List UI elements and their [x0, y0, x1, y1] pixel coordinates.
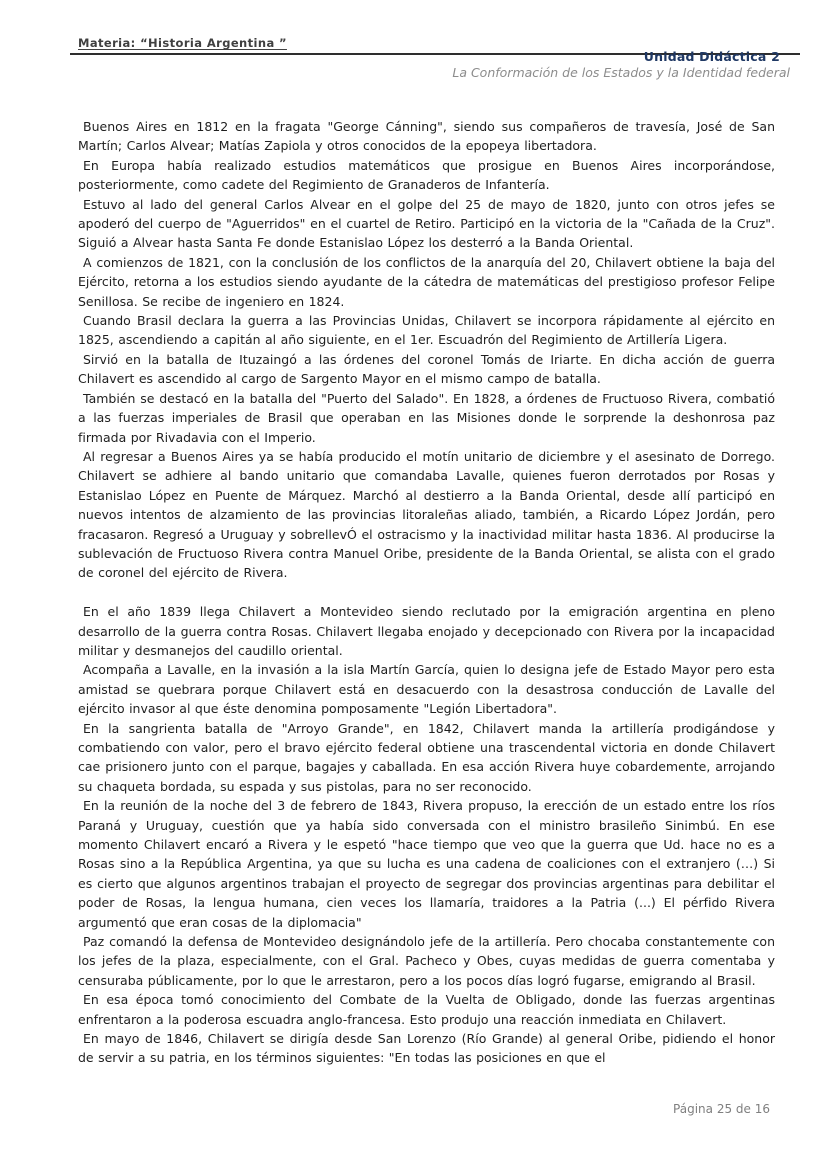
document-body	[78, 117, 775, 1068]
page-number: Página 25 de 16	[673, 1102, 770, 1116]
paragraph: En la sangrienta batalla de "Arroyo Grande", en 1842, Chilavert manda la artillería prodigándose y combatiendo con valor, pero el bravo ejército federal obtiene una trascendental victoria en donde Chilavert cae prisionero junto con el parque, bagajes y caballada. En esa acción Rivera huye cobardemente, arrojando su chaqueta bordada, su espada y sus pistolas, para no ser reconocido.	[78, 720, 775, 794]
paragraph: En mayo de 1846, Chilavert se dirigía desde San Lorenzo (Río Grande) al general Oribe, pidiendo el honor de servir a su patria, en los términos siguientes: "En todas las posiciones en que el	[78, 1031, 775, 1066]
unit-subtitle: La Conformación de los Estados y la Identidad federal	[452, 65, 790, 80]
paragraph: En el año 1839 llega Chilavert a Montevideo siendo reclutado por la emigración argentina en pleno desarrollo de la guerra contra Rosas. Chilavert llegaba enojado y decepcionado con Rivera por la incapacidad militar y desmanejos del caudillo oriental.	[78, 604, 775, 658]
paragraph: Acompaña a Lavalle, en la invasión a la isla Martín García, quien lo designa jefe de Estado Mayor pero esta amistad se quebrara porque Chilavert está en desacuerdo con la desastrosa conducción de Lavalle del ejército invasor al que éste denomina pomposamente "Legión Libertadora".	[78, 662, 775, 717]
paragraph: Sirvió en la batalla de Ituzaingó a las órdenes del coronel Tomás de Iriarte. En dicha acción de guerra Chilavert es ascendido al cargo de Sargento Mayor en el mismo campo de batalla.	[78, 351, 775, 387]
paragraph: A comienzos de 1821, con la conclusión de los conflictos de la anarquía del 20, Chilavert obtiene la baja del Ejército, retorna a los estudios siendo ayudante de la cátedra de matemáticas del prestigioso profesor Felipe Senillosa. Se recibe de ingeniero en 1824.	[78, 254, 775, 309]
unit-title: Unidad Didáctica 2	[643, 49, 780, 64]
paragraph: En Europa había realizado estudios matemáticos que prosigue en Buenos Aires incorporándose, posteriormente, como cadete del Regimiento de Granaderos de Infantería.	[78, 157, 775, 193]
paragraph: En la reunión de la noche del 3 de febrero de 1843, Rivera propuso, la erección de un estado entre los ríos Paraná y Uruguay, cuestión que ya había sido conversada con el ministro brasileño Sinimbú. En ese momento Chilavert encaró a Rivera y le espetó "hace tiempo que veo que la guerra que Ud. hace no es a Rosas sino a la República Argentina, ya que su lucha es una cadena de coaliciones con el extranjero (…) Si es cierto que algunos argentinos trabajan el proyecto de segregar dos provincias argentinas para debilitar el poder de Rosas, la lengua humana, cien veces los llamaría, traidores a la Patria (...) El pérfido Rivera argumentó que eran cosas de la diplomacia"	[78, 798, 775, 930]
paragraph: Al regresar a Buenos Aires ya se había producido el motín unitario de diciembre y el asesinato de Dorrego. Chilavert se adhiere al bando unitario que comandaba Lavalle, quienes fueron derrotados por Rosas y Estanislao López en Puente de Márquez. Marchó al destierro a la Banda Oriental, desde allí participó en nuevos intentos de alzamiento de las provincias litoraleñas aliado, también, a Ricardo López Jordán, pero fracasaron. Regresó a Uruguay y sobrellevÓ el ostracismo y la inactividad militar hasta 1836. Al producirse la sublevación de Fructuoso Rivera contra Manuel Oribe, presidente de la Banda Oriental, se alista con el grado de coronel del ejército de Rivera.	[78, 448, 775, 581]
paragraph: También se destacó en la batalla del "Puerto del Salado". En 1828, a órdenes de Fructuoso Rivera, combatió a las fuerzas imperiales de Brasil que operaban en las Misiones donde le sorprende la deshonrosa paz firmada por Rivadavia con el Imperio.	[78, 390, 775, 445]
paragraph: Paz comandó la defensa de Montevideo designándolo jefe de la artillería. Pero chocaba constantemente con los jefes de la plaza, especialmente, con el Gral. Pacheco y Obes, cuyas medidas de guerra comentaba y censuraba públicamente, por lo que le arrestaron, pero a los pocos días logró fugarse, emigrando al Brasil.	[78, 934, 775, 988]
course-label: Materia: “Historia Argentina ”	[78, 36, 287, 50]
paragraph: En esa época tomó conocimiento del Combate de la Vuelta de Obligado, donde las fuerzas argentinas enfrentaron a la poderosa escuadra anglo-francesa. Esto produjo una reacción inmediata en Chilavert.	[78, 992, 775, 1027]
paragraph: Estuvo al lado del general Carlos Alvear en el golpe del 25 de mayo de 1820, junto con otros jefes se apoderó del cuerpo de "Aguerridos" en el cuartel de Retiro. Participó en la victoria de la "Cañada de la Cruz". Siguió a Alvear hasta Santa Fe donde Estanislao López los desterró a la Banda Oriental.	[78, 196, 775, 251]
paragraph: Buenos Aires en 1812 en la fragata "George Cánning", siendo sus compañeros de travesía, José de San Martín; Carlos Alvear; Matías Zapiola y otros conocidos de la epopeya libertadora.	[78, 119, 775, 154]
paragraph: Cuando Brasil declara la guerra a las Provincias Unidas, Chilavert se incorpora rápidamente al ejército en 1825, ascendiendo a capitán al año siguiente, en el 1er. Escuadrón del Regimiento de Artillería Ligera.	[78, 313, 775, 348]
